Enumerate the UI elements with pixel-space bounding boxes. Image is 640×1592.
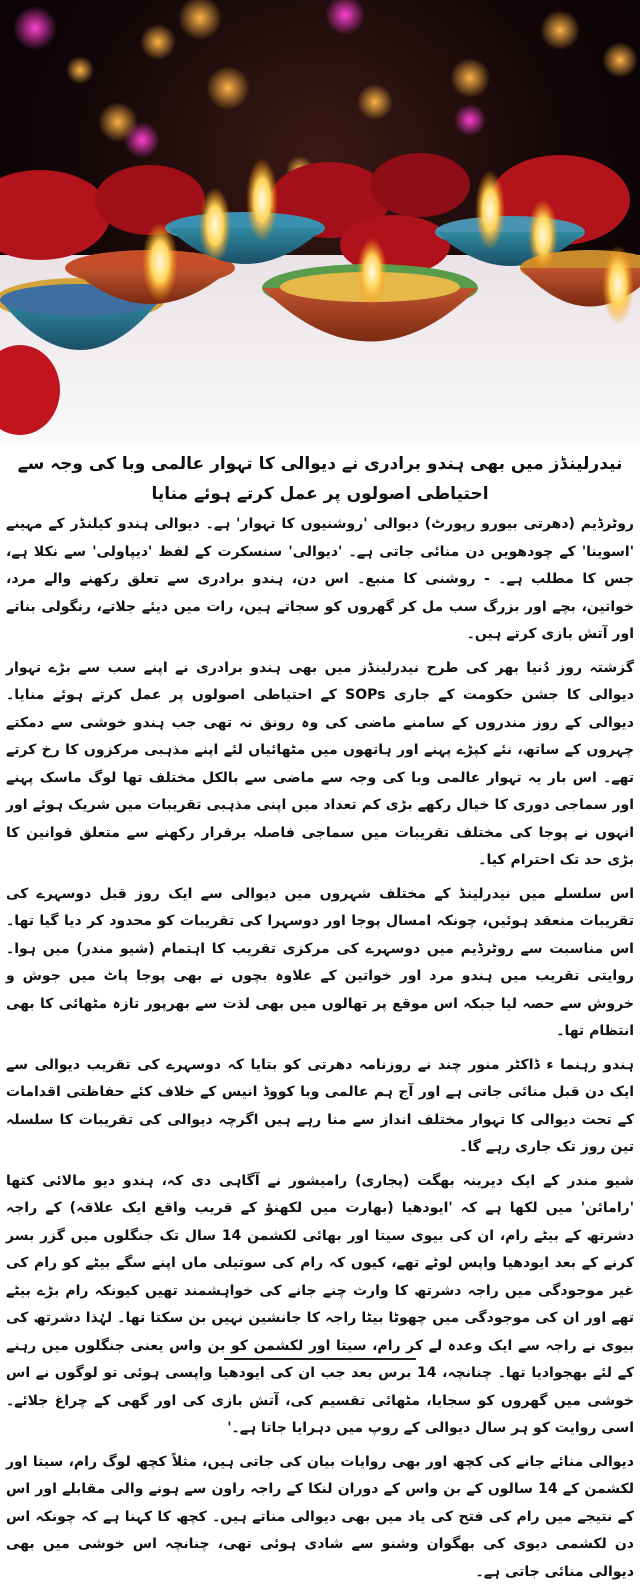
end-divider: [224, 1358, 416, 1360]
diwali-diyas-photo: [0, 0, 640, 447]
news-article: [6, 449, 634, 1592]
article-paragraph: شیو مندر کے ایک دیرینہ بھگت (پجاری) رامیشور نے آگاہی دی کہ، ہندو دیو مالائی کتھا 'رامائن' میں لکھا ہے کہ 'ایودھیا (بھارت میں لکھنؤ کے قریب واقع ایک علاقہ) کے راجہ دشرتھ کے بیٹے رام، ان کی بیوی سیتا اور بھائی لکشمن 14 سال تک جنگلوں میں گزر بسر کرنے کے بعد ایودھیا واپس لوٹے تھے، کیوں کہ رام کی سوتیلی ماں اپنے سگے بیٹے کو رام کی غیر موجودگی میں راجہ دشرتھ کا وارث چنے جانے کی خواہشمند تھیں کیونکہ رام بڑے بیٹے تھے اور ان کی موجودگی میں چھوٹا بیٹا راجہ کا جانشین نہیں بن سکتا تھا۔ لہٰذا دشرتھ کی بیوی نے راجہ سے ایک وعدہ لے کر رام، سیتا اور لکشمن کو بن واس یعنی جنگلوں میں رہنے کے لئے بھجوادیا تھا۔ چنانچہ، 14 برس بعد جب ان کی ایودھیا واپسی ہوئی تو لوگوں نے اس خوشی میں گھروں کو سجایا، مٹھائی تقسیم کی، آتش بازی کی اور گھی کے چراغ جلائے۔ اسی روایت کو ہر سال دیوالی کے روپ میں دہرایا جاتا ہے۔': [6, 1172, 634, 1436]
diya-illustration: [0, 0, 640, 447]
article-paragraph: ہندو رہنما ء ڈاکٹر منور چند نے روزنامہ دھرتی کو بتایا کہ دوسہرے کی تقریب دیوالی سے ایک دن قبل منائی جاتی ہے اور آج ہم عالمی وبا کووڈ انیس کے خلاف کئے حفاظتی اقدامات کے تحت دیوالی کا تہوار مختلف انداز سے منا رہے ہیں اگرچہ دیوالی کی تقریبات کا سلسلہ تین روز تک جاری رہے گا۔: [6, 1056, 634, 1155]
article-paragraph: دیوالی منائے جانے کی کچھ اور بھی روایات بیان کی جاتی ہیں، مثلاً کچھ لوگ رام، سیتا اور لکشمن کے 14 سالوں کے بن واس کے دوران لنکا کے راجہ راون سے ہونے والی مقابلے اور اس کے نتیجے میں رام کی فتح کی یاد میں بھی دیوالی مناتے ہیں۔ کچھ کا کہنا ہے کہ چونکہ اس دن لکشمی دیوی کی بھگوان وشنو سے شادی ہوئی تھی، چنانچہ اس خوشی میں بھی دیوالی منائی جاتی ہے۔: [6, 1453, 634, 1580]
article-paragraph: گزشتہ روز دُنیا بھر کی طرح نیدرلینڈز میں بھی ہندو برادری نے اپنے سب سے بڑے تہوار دیوالی کا جشن حکومت کے جاری SOPs کے احتیاطی اصولوں پر عمل کرتے ہوئے منایا۔ دیوالی کے روز مندروں کے سامنے ماضی کی وہ رونق نہ تھی جب ہندو خوشی سے دمکتے چہروں کے ساتھ، نئے کپڑے پہنے اور ہاتھوں میں مٹھائیاں لئے اپنے مذہبی مرکزوں کا رخ کرتے تھے۔ اس بار یہ تہوار عالمی وبا کی وجہ سے ماضی سے بالکل مختلف تھا لوگ ماسک پہنے اور سماجی دوری کا خیال رکھے بڑی کم تعداد میں اپنی مذہبی تقریبات میں شریک ہوئے اور انہوں نے پوجا کی مختلف تقریبات میں سماجی فاصلہ برقرار رکھنے سے متعلق قوانین کا بڑی حد تک احترام کیا۔: [6, 659, 634, 868]
article-paragraph: روٹرڈیم (دھرتی بیورو رپورٹ) دیوالی 'روشنیوں کا تہوار' ہے۔ دیوالی ہندو کیلنڈر کے مہینے 'اسوینا' کے چودھویں دن منائی جاتی ہے۔ 'دیوالی' سنسکرت کے لفظ 'دیپاولی' سے نکلا ہے، جس کا مطلب ہے۔ - روشنی کا منبع۔ اس دن، ہندو برادری سے تعلق رکھنے والے مرد، خواتین، بچے اور بزرگ سب مل کر گھروں کو سجاتے ہیں، رات میں دیئے جلاتے، رنگولی بناتے اور آتش بازی کرتے ہیں۔: [6, 516, 634, 642]
article-paragraph: اس سلسلے میں نیدرلینڈ کے مختلف شہروں میں دیوالی سے ایک روز قبل دوسہرے کی تقریبات منعقد ہوئیں، چونکہ امسال پوجا اور دوسہرا کی تقریبات کو محدود کر دیا گیا تھا۔ اس مناسبت سے روٹرڈیم میں دوسہرے کی مرکزی تقریب کا اہتمام (شیو مندر) میں ہوا۔ روایتی تقریب میں ہندو مرد اور خواتین کے علاوہ بچوں نے بھی پوجا پاٹ میں جوش و خروش سے حصہ لیا جبکہ اس موقع پر تھالوں میں بھی لذت سے بھرپور تازہ مٹھائی کا بھی انتظام تھا۔: [6, 885, 634, 1039]
article-headline: نیدرلینڈز میں بھی ہندو برادری نے دیوالی کا تہوار عالمی وبا کی وجہ سے احتیاطی اصولوں پر عمل کرتے ہوئے منایا: [17, 454, 623, 504]
